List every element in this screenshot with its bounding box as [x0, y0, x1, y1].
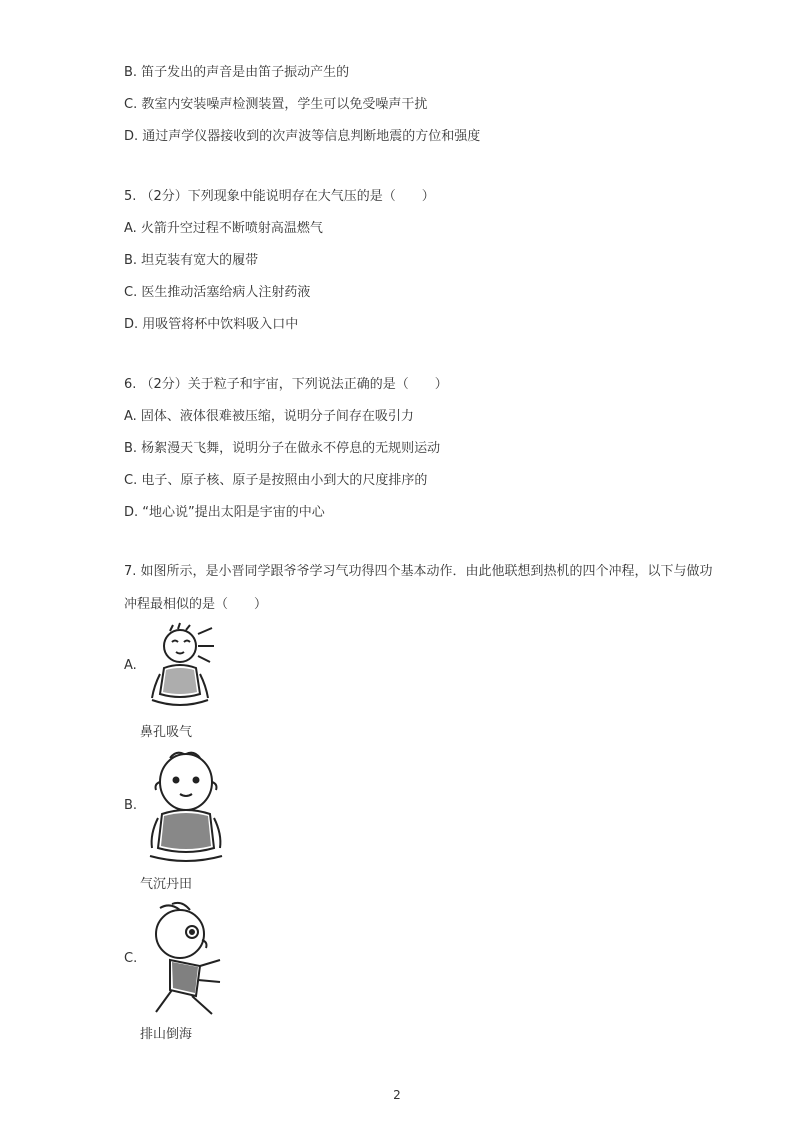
- q7-option-c-caption: 排山倒海: [140, 1027, 193, 1042]
- qi-sink-figure-illustration: [140, 748, 230, 866]
- q7-option-a-caption: 鼻孔吸气: [140, 725, 193, 740]
- breathing-figure-a: [142, 622, 222, 712]
- q6-stem: 6. （2分）关于粒子和宇宙，下列说法正确的是（ ）: [124, 377, 448, 392]
- nose-inhale-figure-illustration: [142, 622, 222, 712]
- breathing-figure-b: [140, 748, 230, 866]
- q5-option-b: B. 坦克装有宽大的履带: [124, 253, 259, 268]
- q5-option-c: C. 医生推动活塞给病人注射药液: [124, 285, 311, 300]
- q6-option-c: C. 电子、原子核、原子是按照由小到大的尺度排序的: [124, 473, 428, 488]
- q6-option-b: B. 杨絮漫天飞舞，说明分子在做永不停息的无规则运动: [124, 441, 441, 456]
- q7-stem-line1: 7. 如图所示，是小晋同学跟爷爷学习气功得四个基本动作．由此他联想到热机的四个冲程，以下与做功: [124, 564, 713, 579]
- push-mountain-figure-illustration: [142, 900, 228, 1020]
- q7-option-b-letter: B.: [124, 798, 138, 813]
- q7-option-b-caption: 气沉丹田: [140, 877, 193, 892]
- q6-option-d: D. “地心说”提出太阳是宇宙的中心: [124, 505, 325, 520]
- q4-option-c: C. 教室内安装噪声检测装置，学生可以免受噪声干扰: [124, 97, 428, 112]
- q4-option-b: B. 笛子发出的声音是由笛子振动产生的: [124, 65, 350, 80]
- q5-option-a: A. 火箭升空过程不断喷射高温燃气: [124, 221, 323, 236]
- q6-option-a: A. 固体、液体很难被压缩，说明分子间存在吸引力: [124, 409, 414, 424]
- q7-option-a-letter: A.: [124, 658, 137, 673]
- q5-stem: 5. （2分）下列现象中能说明存在大气压的是（ ）: [124, 189, 435, 204]
- breathing-figure-c: [142, 900, 228, 1020]
- q5-option-d: D. 用吸管将杯中饮料吸入口中: [124, 317, 299, 332]
- q7-option-c-letter: C.: [124, 951, 138, 966]
- q7-stem-line2: 冲程最相似的是（ ）: [124, 597, 268, 612]
- q4-option-d: D. 通过声学仪器接收到的次声波等信息判断地震的方位和强度: [124, 129, 481, 144]
- page-number: 2: [393, 1088, 401, 1102]
